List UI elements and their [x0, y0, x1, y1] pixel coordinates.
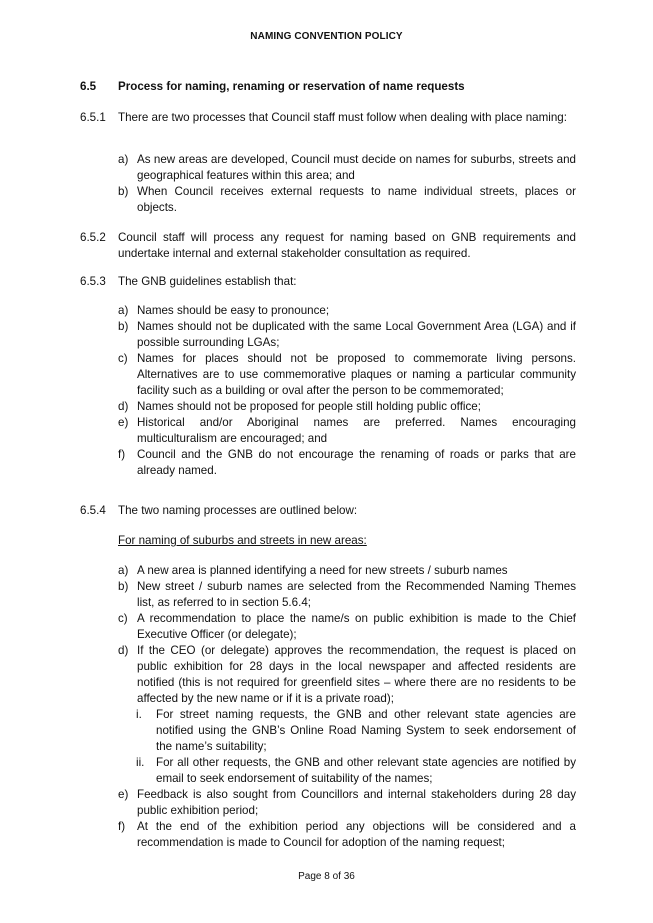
- list-item: a) As new areas are developed, Council must decide on names for suburbs, streets and geographical features within this area; and: [118, 153, 576, 182]
- paragraph-text: The GNB guidelines establish that:: [118, 275, 297, 288]
- section-heading: [80, 80, 465, 93]
- paragraph-6-5-3: [80, 274, 576, 290]
- paragraph-text: Council staff will process any request for naming based on GNB requirements and undertake internal and external stakeholder consultation as required.: [118, 231, 576, 260]
- list-item: d) Names should not be proposed for people still holding public office;: [118, 400, 481, 413]
- subheading-block: [118, 533, 576, 549]
- list-item: a) A new area is planned identifying a need for new streets / suburb names: [118, 564, 508, 577]
- process-subheading: For naming of suburbs and streets in new areas:: [118, 534, 367, 547]
- paragraph-number: 6.5.4: [80, 504, 106, 517]
- list-item: c) Names for places should not be proposed to commemorate living persons. Alternatives are to use commemorative plaques or naming a particular community facility such as a building or oval after the person to be commemorated;: [118, 352, 576, 397]
- section-title: Process for naming, renaming or reservation of name requests: [118, 80, 465, 93]
- sub-list-item: i. For street naming requests, the GNB and other relevant state agencies are notified using the GNB’s Online Road Naming System to seek endorsement of the name’s suitability;: [136, 708, 576, 753]
- sub-list-item: ii. For all other requests, the GNB and other relevant state agencies are notified by email to seek endorsement of suitability of the names;: [136, 756, 576, 785]
- list-item: e) Feedback is also sought from Councillors and internal stakeholders during 28 day public exhibition period;: [118, 788, 576, 817]
- list-item: f) Council and the GNB do not encourage the renaming of roads or parks that are already named.: [118, 448, 576, 477]
- list-6-5-4: [118, 563, 576, 851]
- document-header: NAMING CONVENTION POLICY: [250, 31, 403, 42]
- paragraph-text: The two naming processes are outlined below:: [118, 504, 358, 517]
- paragraph-number: 6.5.3: [80, 275, 106, 288]
- paragraph-6-5-4: [80, 503, 576, 519]
- list-6-5-3: [118, 303, 576, 479]
- list-item: b) New street / suburb names are selected from the Recommended Naming Themes list, as referred to in section 5.6.4;: [118, 580, 576, 609]
- paragraph-number: 6.5.2: [80, 231, 106, 244]
- list-item: c) A recommendation to place the name/s on public exhibition is made to the Chief Executive Officer (or delegate);: [118, 612, 576, 641]
- section-number: 6.5: [80, 80, 97, 93]
- page-number-footer: Page 8 of 36: [298, 871, 355, 882]
- list-item: d) If the CEO (or delegate) approves the recommendation, the request is placed on public exhibition for 28 days in the local newspaper and affected residents are notified (this is not required for greenfield sites – where there are no residents to be affected by the new name or if it is a private road);: [118, 644, 576, 705]
- paragraph-6-5-2: [80, 230, 576, 262]
- list-item: a) Names should be easy to pronounce;: [118, 304, 330, 317]
- list-6-5-1: [118, 152, 576, 216]
- paragraph-6-5-1: [80, 110, 576, 126]
- list-item: b) Names should not be duplicated with the same Local Government Area (LGA) and if possible surrounding LGAs;: [118, 320, 576, 349]
- paragraph-text: There are two processes that Council staff must follow when dealing with place naming:: [118, 111, 567, 124]
- list-item: b) When Council receives external requests to name individual streets, places or objects.: [118, 185, 576, 214]
- list-item: e) Historical and/or Aboriginal names are preferred. Names encouraging multiculturalism are encouraged; and: [118, 416, 576, 445]
- paragraph-number: 6.5.1: [80, 111, 106, 124]
- list-item: f) At the end of the exhibition period any objections will be considered and a recommendation is made to Council for adoption of the naming request;: [118, 820, 576, 849]
